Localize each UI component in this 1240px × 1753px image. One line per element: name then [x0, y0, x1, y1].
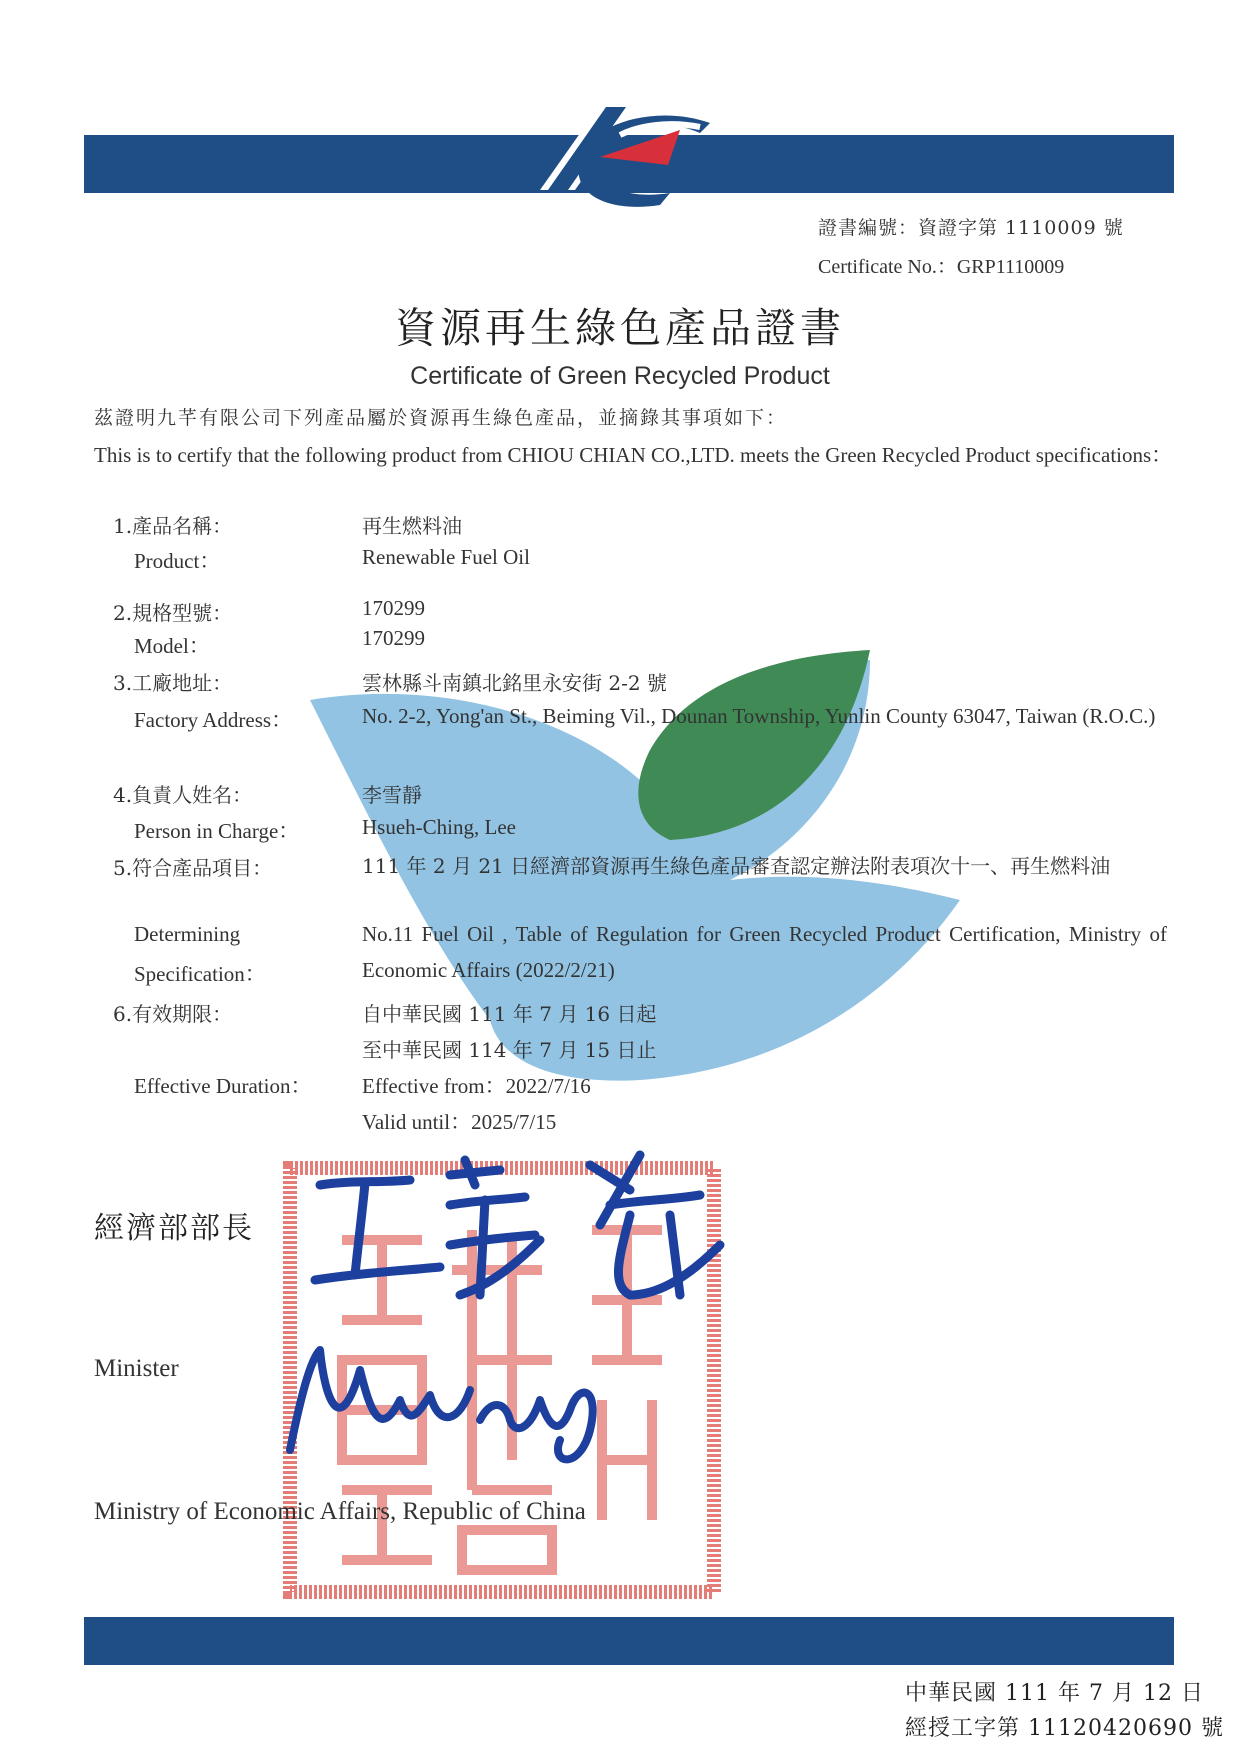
minister-signature-chinese	[300, 1145, 740, 1305]
spec-label-zh: 5.符合產品項目：	[113, 856, 273, 880]
model-value-1: 170299	[362, 596, 425, 620]
spec-label-en-2: Specification：	[134, 962, 266, 986]
product-value-zh: 再生燃料油	[362, 514, 462, 538]
footer-band	[84, 1617, 1174, 1665]
model-value-2: 170299	[362, 626, 425, 650]
person-label-zh: 4.負責人姓名：	[113, 783, 253, 807]
model-label-zh: 2.規格型號：	[113, 601, 233, 625]
minister-signature-latin	[270, 1340, 630, 1470]
model-label-en: Model：	[134, 634, 210, 658]
organization-logo	[540, 105, 720, 215]
product-label-zh: 1.產品名稱：	[113, 514, 233, 538]
address-value-zh: 雲林縣斗南鎮北銘里永安街 2-2 號	[362, 671, 667, 695]
person-label-en: Person in Charge：	[134, 819, 300, 843]
document-number-zh: 經授工字第 11120420690 號	[905, 1716, 1224, 1741]
certificate-number-zh: 證書編號：資證字第 1110009 號	[818, 217, 1124, 239]
product-value-en: Renewable Fuel Oil	[362, 545, 530, 569]
ministry-name-en: Ministry of Economic Affairs, Republic of China	[94, 1498, 586, 1525]
spec-label-en-1: Determining	[134, 922, 241, 946]
duration-label-zh: 6.有效期限：	[113, 1002, 233, 1026]
duration-from-zh: 自中華民國 111 年 7 月 16 日起	[362, 1002, 657, 1026]
intro-en: This is to certify that the following product from CHIOU CHIAN CO.,LTD. meets the Green Recycled Product specifications：	[94, 443, 1173, 467]
title-en: Certificate of Green Recycled Product	[410, 362, 830, 390]
spec-value-zh: 111 年 2 月 21 日經濟部資源再生綠色產品審查認定辦法附表項次十一、再生燃料油	[362, 854, 1111, 878]
minister-title-zh: 經濟部部長	[94, 1211, 254, 1246]
person-value-en: Hsueh-Ching, Lee	[362, 815, 516, 839]
minister-title-en: Minister	[94, 1355, 179, 1382]
product-label-en: Product：	[134, 549, 221, 573]
spec-value-en: No.11 Fuel Oil , Table of Regulation for Green Recycled Product Certification, Ministry of Economic Affairs (2022/2/21)	[362, 922, 1167, 982]
address-label-en: Factory Address：	[134, 708, 293, 732]
person-value-zh: 李雪靜	[362, 783, 422, 807]
intro-zh: 茲證明九芊有限公司下列產品屬於資源再生綠色產品，並摘錄其事項如下：	[94, 407, 788, 429]
duration-to-zh: 至中華民國 114 年 7 月 15 日止	[362, 1038, 657, 1062]
address-label-zh: 3.工廠地址：	[113, 671, 233, 695]
certificate-number-en: Certificate No.：GRP1110009	[818, 256, 1065, 278]
title-zh: 資源再生綠色產品證書	[395, 304, 845, 352]
duration-label-en: Effective Duration：	[134, 1074, 312, 1098]
duration-from-en: Effective from：2022/7/16	[362, 1074, 591, 1098]
duration-to-en: Valid until：2025/7/15	[362, 1110, 557, 1134]
issue-date-zh: 中華民國 111 年 7 月 12 日	[905, 1681, 1204, 1706]
address-value-en: No. 2-2, Yong'an St., Beiming Vil., Dounan Township, Yunlin County 63047, Taiwan (R.O.C.)	[362, 704, 1156, 728]
